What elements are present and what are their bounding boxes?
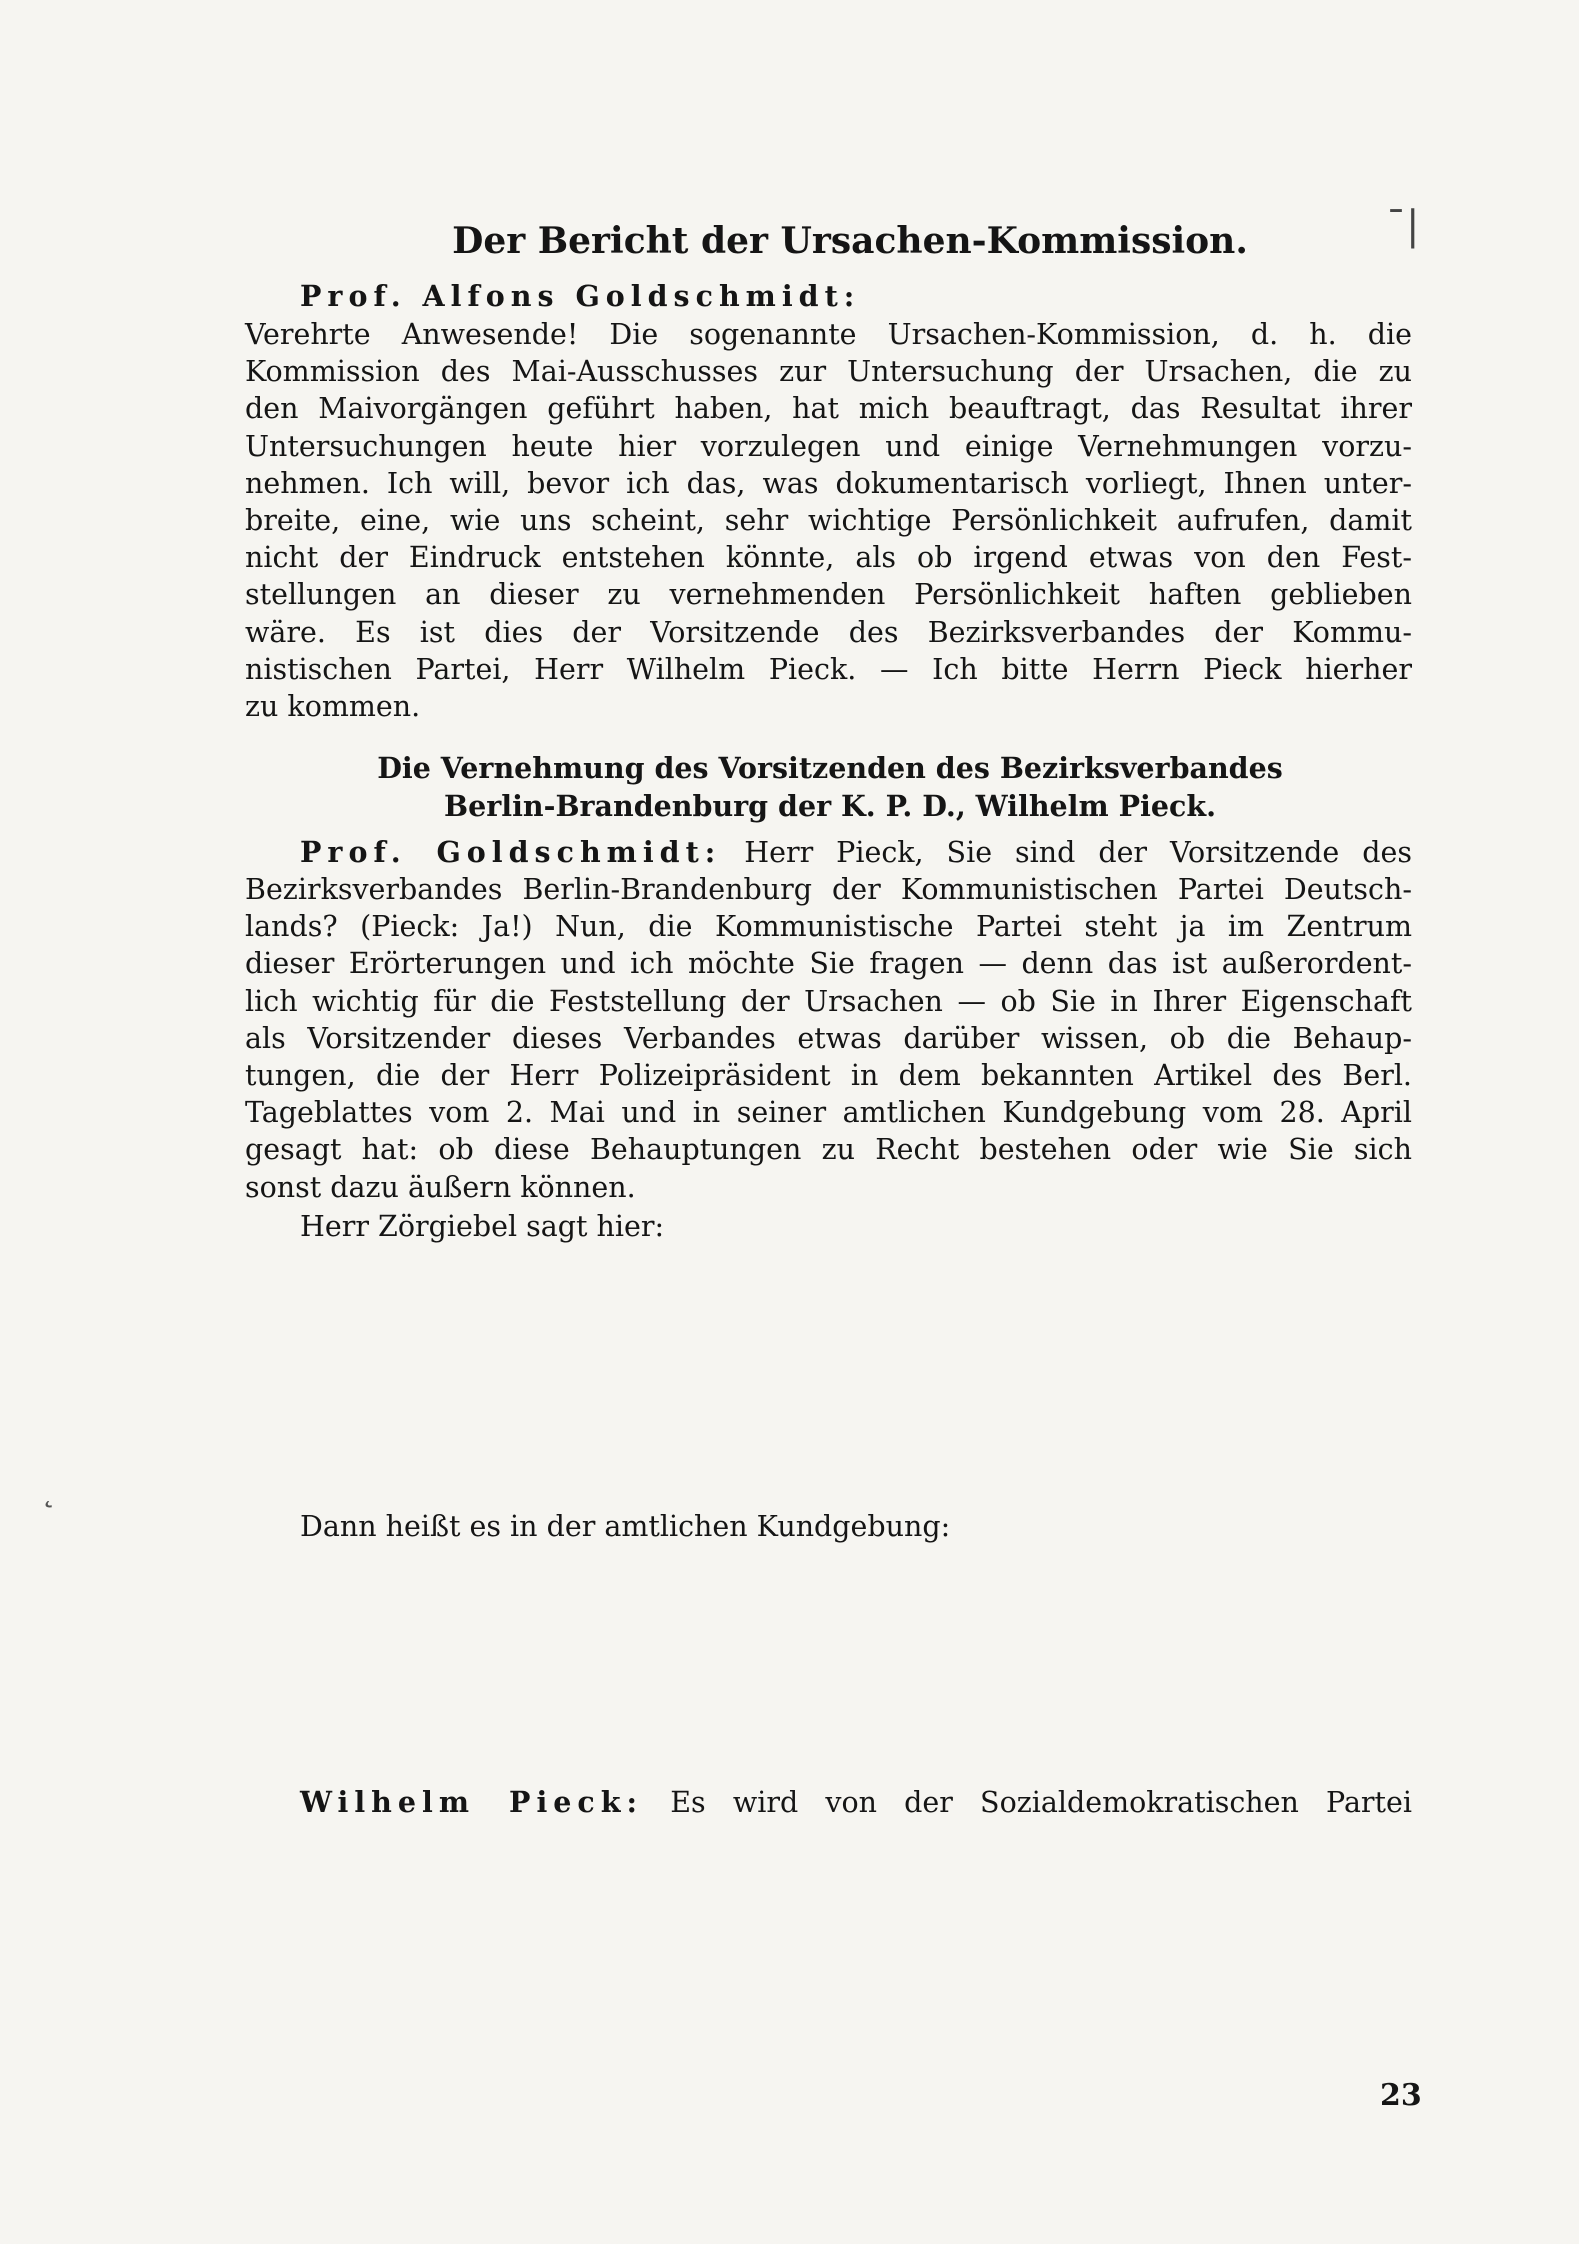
- margin-mark: ˉ|: [1386, 203, 1420, 249]
- text-line: dieser Erörterungen und ich möchte Sie fragen — denn das ist außerordent-: [245, 947, 1412, 981]
- text-line: sonst dazu äußern können.: [245, 1170, 636, 1204]
- speaker-name: Prof. Alfons Goldschmidt:: [300, 279, 861, 313]
- text-line: gesagt hat: ob diese Behauptungen zu Recht bestehen oder wie Sie sich: [245, 1133, 1412, 1167]
- text-line: Tageblattes vom 2. Mai und in seiner amtlichen Kundgebung vom 28. April: [245, 1096, 1412, 1130]
- text-line: lands? (Pieck: Ja!) Nun, die Kommunistische Partei steht ja im Zentrum: [245, 910, 1412, 944]
- text-line: Verehrte Anwesende! Die sogenannte Ursachen-Kommission, d. h. die: [245, 318, 1412, 351]
- section-heading-line-1: Die Vernehmung des Vorsitzenden des Bezirksverbandes: [377, 751, 1283, 785]
- text-line: nehmen. Ich will, bevor ich das, was dokumentarisch vorliegt, Ihnen unter-: [245, 466, 1412, 500]
- speaker-label: [300, 278, 900, 315]
- text-line: breite, eine, wie uns scheint, sehr wichtige Persönlichkeit aufrufen, damit: [245, 504, 1412, 537]
- text-line: als Vorsitzender dieses Verbandes etwas darüber wissen, ob die Behaup-: [245, 1021, 1412, 1055]
- text-line: den Maivorgängen geführt haben, hat mich beauftragt, das Resultat ihrer: [245, 392, 1412, 426]
- paragraph-text: Herr Pieck, Sie sind der Vorsitzende des: [744, 836, 1412, 869]
- speaker-name: Prof. Goldschmidt:: [300, 835, 722, 869]
- text-line: stellungen an dieser zu vernehmenden Persönlichkeit haften geblieben: [245, 578, 1412, 612]
- margin-mark-left: ˛: [40, 1470, 57, 1510]
- text-line: zu kommen.: [245, 690, 421, 723]
- text-line: tungen, die der Herr Polizeipräsident in dem bekannten Artikel des Berl.: [245, 1059, 1412, 1092]
- page-title: Der Bericht der Ursachen-Kommission.: [452, 220, 1248, 262]
- speaker-name: Wilhelm Pieck:: [300, 1785, 644, 1819]
- text-line: lich wichtig für die Feststellung der Ursachen — ob Sie in Ihrer Eigenschaft: [245, 984, 1412, 1018]
- paragraph-2-first-line: [300, 834, 1412, 871]
- page-number: 23: [1380, 2078, 1422, 2113]
- text-line: nistischen Partei, Herr Wilhelm Pieck. — Ich bitte Herrn Pieck hierher: [245, 652, 1412, 686]
- section-heading-line-2: Berlin-Brandenburg der K. P. D., Wilhelm Pieck.: [444, 789, 1216, 823]
- paragraph-text: Es wird von der Sozialdemokratischen Partei: [670, 1786, 1412, 1819]
- quote-intro-2: Dann heißt es in der amtlichen Kundgebung:: [300, 1510, 951, 1543]
- text-line: nicht der Eindruck entstehen könnte, als ob irgend etwas von den Fest-: [245, 541, 1412, 575]
- paragraph-4-first-line: [300, 1784, 1412, 1821]
- quote-intro: Herr Zörgiebel sagt hier:: [300, 1210, 665, 1243]
- text-line: Bezirksverbandes Berlin-Brandenburg der Kommunistischen Partei Deutsch-: [245, 873, 1412, 906]
- text-line: Kommission des Mai-Ausschusses zur Untersuchung der Ursachen, die zu: [245, 355, 1412, 389]
- text-line: Untersuchungen heute hier vorzulegen und einige Vernehmungen vorzu-: [245, 429, 1412, 463]
- text-line: wäre. Es ist dies der Vorsitzende des Bezirksverbandes der Kommu-: [245, 615, 1412, 649]
